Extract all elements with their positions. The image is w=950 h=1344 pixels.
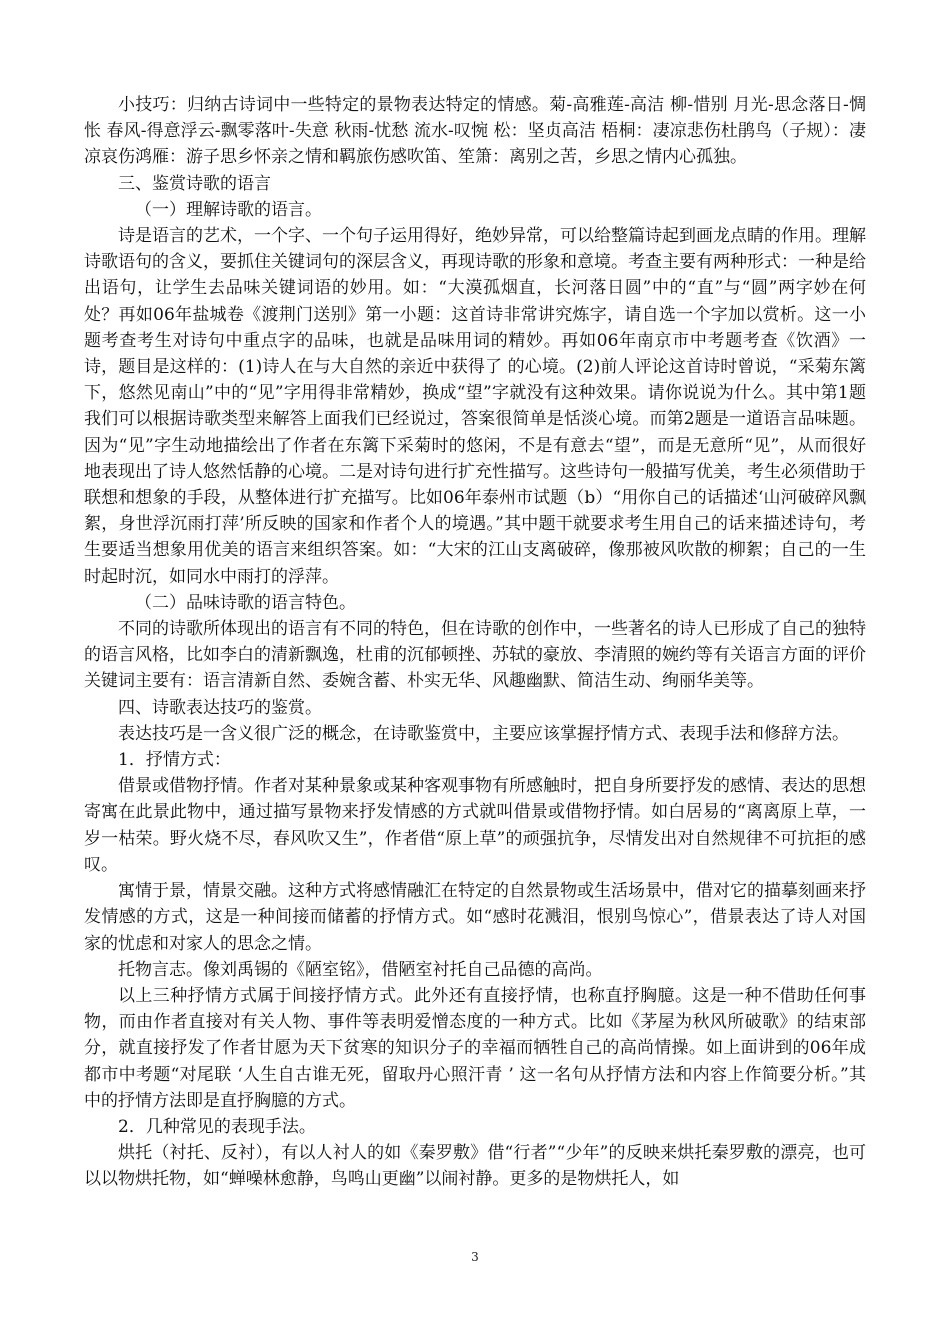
paragraph-scene-lyric: 借景或借物抒情。作者对某种景象或某种客观事物有所感触时，把自身所要抒发的感情、表达的思想寄寓在此景此物中，通过描写景物来抒发情感的方式就叫借景或借物抒情。如白居易的“离离原上草，一岁一枯荣。野火烧不尽，春风吹又生”，作者借“原上草”的顽强抗争，尽情发出对自然规律不可抗拒的感叹。 bbox=[84, 776, 866, 875]
subheading-expression-methods: 2．几种常见的表现手法。 bbox=[118, 1116, 316, 1137]
paragraph-contrast: 烘托（衬托、反衬），有以人衬人的如《秦罗敷》借“行者”“少年”的反映来烘托秦罗敷的漂亮，也可以以物烘托物，如“蝉噪林愈静，鸟鸣山更幽”以闹衬静。更多的是物烘托人，如 bbox=[84, 1143, 866, 1190]
section-heading-techniques: 四、诗歌表达技巧的鉴赏。 bbox=[118, 697, 322, 718]
paragraph-features: 不同的诗歌所体现出的语言有不同的特色，但在诗歌的创作中，一些著名的诗人已形成了自己的独特的语言风格，比如李白的清新飘逸，杜甫的沉郁顿挫、苏轼的豪放、李清照的婉约等有关语言方面的评价关键词主要有：语言清新自然、委婉含蓄、朴实无华、风趣幽默、简洁生动、绚丽华美等。 bbox=[84, 619, 866, 692]
subsection-heading-features: （二）品味诗歌的语言特色。 bbox=[135, 592, 356, 613]
section-heading-language: 三、鉴赏诗歌的语言 bbox=[118, 173, 271, 194]
page-number: 3 bbox=[471, 1250, 479, 1264]
paragraph-direct-lyric: 以上三种抒情方式属于间接抒情方式。此外还有直接抒情，也称直抒胸臆。这是一种不借助任何事物，而由作者直接对有关人物、事件等表明爱憎态度的一种方式。比如《茅屋为秋风所破歌》的结束部分，就直接抒发了作者甘愿为天下贫寒的知识分子的幸福而牺牲自己的高尚情操。如上面讲到的06年成都市中考题“对尾联 ‘人生自古谁无死，留取丹心照汗青 ’ 这一名句从抒情方法和内容上作简要分析。”其中的抒情方法即是直抒胸臆的方式。 bbox=[84, 985, 866, 1111]
subsection-heading-understand: （一）理解诗歌的语言。 bbox=[135, 199, 322, 220]
paragraph-techniques-intro: 表达技巧是一含义很广泛的概念，在诗歌鉴赏中，主要应该掌握抒情方式、表现手法和修辞方法。 bbox=[118, 723, 849, 744]
subheading-lyric-methods: 1．抒情方式： bbox=[118, 750, 231, 771]
paragraph-emotion-in-scene: 寓情于景，情景交融。这种方式将感情融汇在特定的自然景物或生活场景中，借对它的描摹刻画来抒发情感的方式，这是一种间接而储蓄的抒情方式。如“感时花溅泪，恨别鸟惊心”，借景表达了诗人对国家的忧虑和对家人的思念之情。 bbox=[84, 881, 866, 954]
paragraph-tips: 小技巧：归纳古诗词中一些特定的景物表达特定的情感。菊-高雅莲-高洁 柳-惜别 月光-思念落日-惆怅 春风-得意浮云-飘零落叶-失意 秋雨-忧愁 流水-叹惋 松：坚贞高洁 梧桐：凄凉悲伤杜鹃鸟（子规）：凄凉哀伤鸿雁：游子思乡怀亲之情和羁旅伤感吹笛、笙箫：离别之苦，乡思之情内心孤独。 bbox=[84, 95, 866, 168]
paragraph-understand: 诗是语言的艺术，一个字、一个句子运用得好，绝妙异常，可以给整篇诗起到画龙点睛的作用。理解诗歌语句的含义，要抓住关键词句的深层含义，再现诗歌的形象和意境。考查主要有两种形式：一种是给出语句，让学生去品味关键词语的妙用。如：“大漠孤烟直，长河落日圆”中的“直”与“圆”两字妙在何处？再如06年盐城卷《渡荆门送别》第一小题：这首诗非常讲究炼字，请自选一个字加以赏析。这一小题考查考生对诗句中重点字的品味，也就是品味用词的精妙。再如06年南京市中考题考查《饮酒》一诗，题目是这样的：(1)诗人在与大自然的亲近中获得了 的心境。(2)前人评论这首诗时曾说，“采菊东篱下，悠然见南山”中的“见”字用得非常精妙，换成“望”字就没有这种效果。请你说说为什么。其中第1题我们可以根据诗歌类型来解答上面我们已经说过，答案很简单是恬淡心境。而第2题是一道语言品味题。因为“见”字生动地描绘出了作者在东篱下采菊时的悠闲，不是有意去“望”，而是无意所“见”，从而很好地表现出了诗人悠然恬静的心境。二是对诗句进行扩充性描写。这些诗句一般描写优美，考生必须借助于联想和想象的手段，从整体进行扩充描写。比如06年泰州市试题（b）“用你自己的话描述‘山河破碎风飘絮，身世浮沉雨打萍’所反映的国家和作者个人的境遇。”其中题干就要求考生用自己的话来描述诗句，考生要适当想象用优美的语言来组织答案。如：“大宋的江山支离破碎，像那被风吹散的柳絮；自己的一生时起时沉，如同水中雨打的浮萍。 bbox=[84, 226, 866, 587]
document-body bbox=[84, 92, 866, 1193]
paragraph-object-ambition: 托物言志。像刘禹锡的《陋室铭》，借陋室衬托自己品德的高尚。 bbox=[118, 959, 603, 980]
